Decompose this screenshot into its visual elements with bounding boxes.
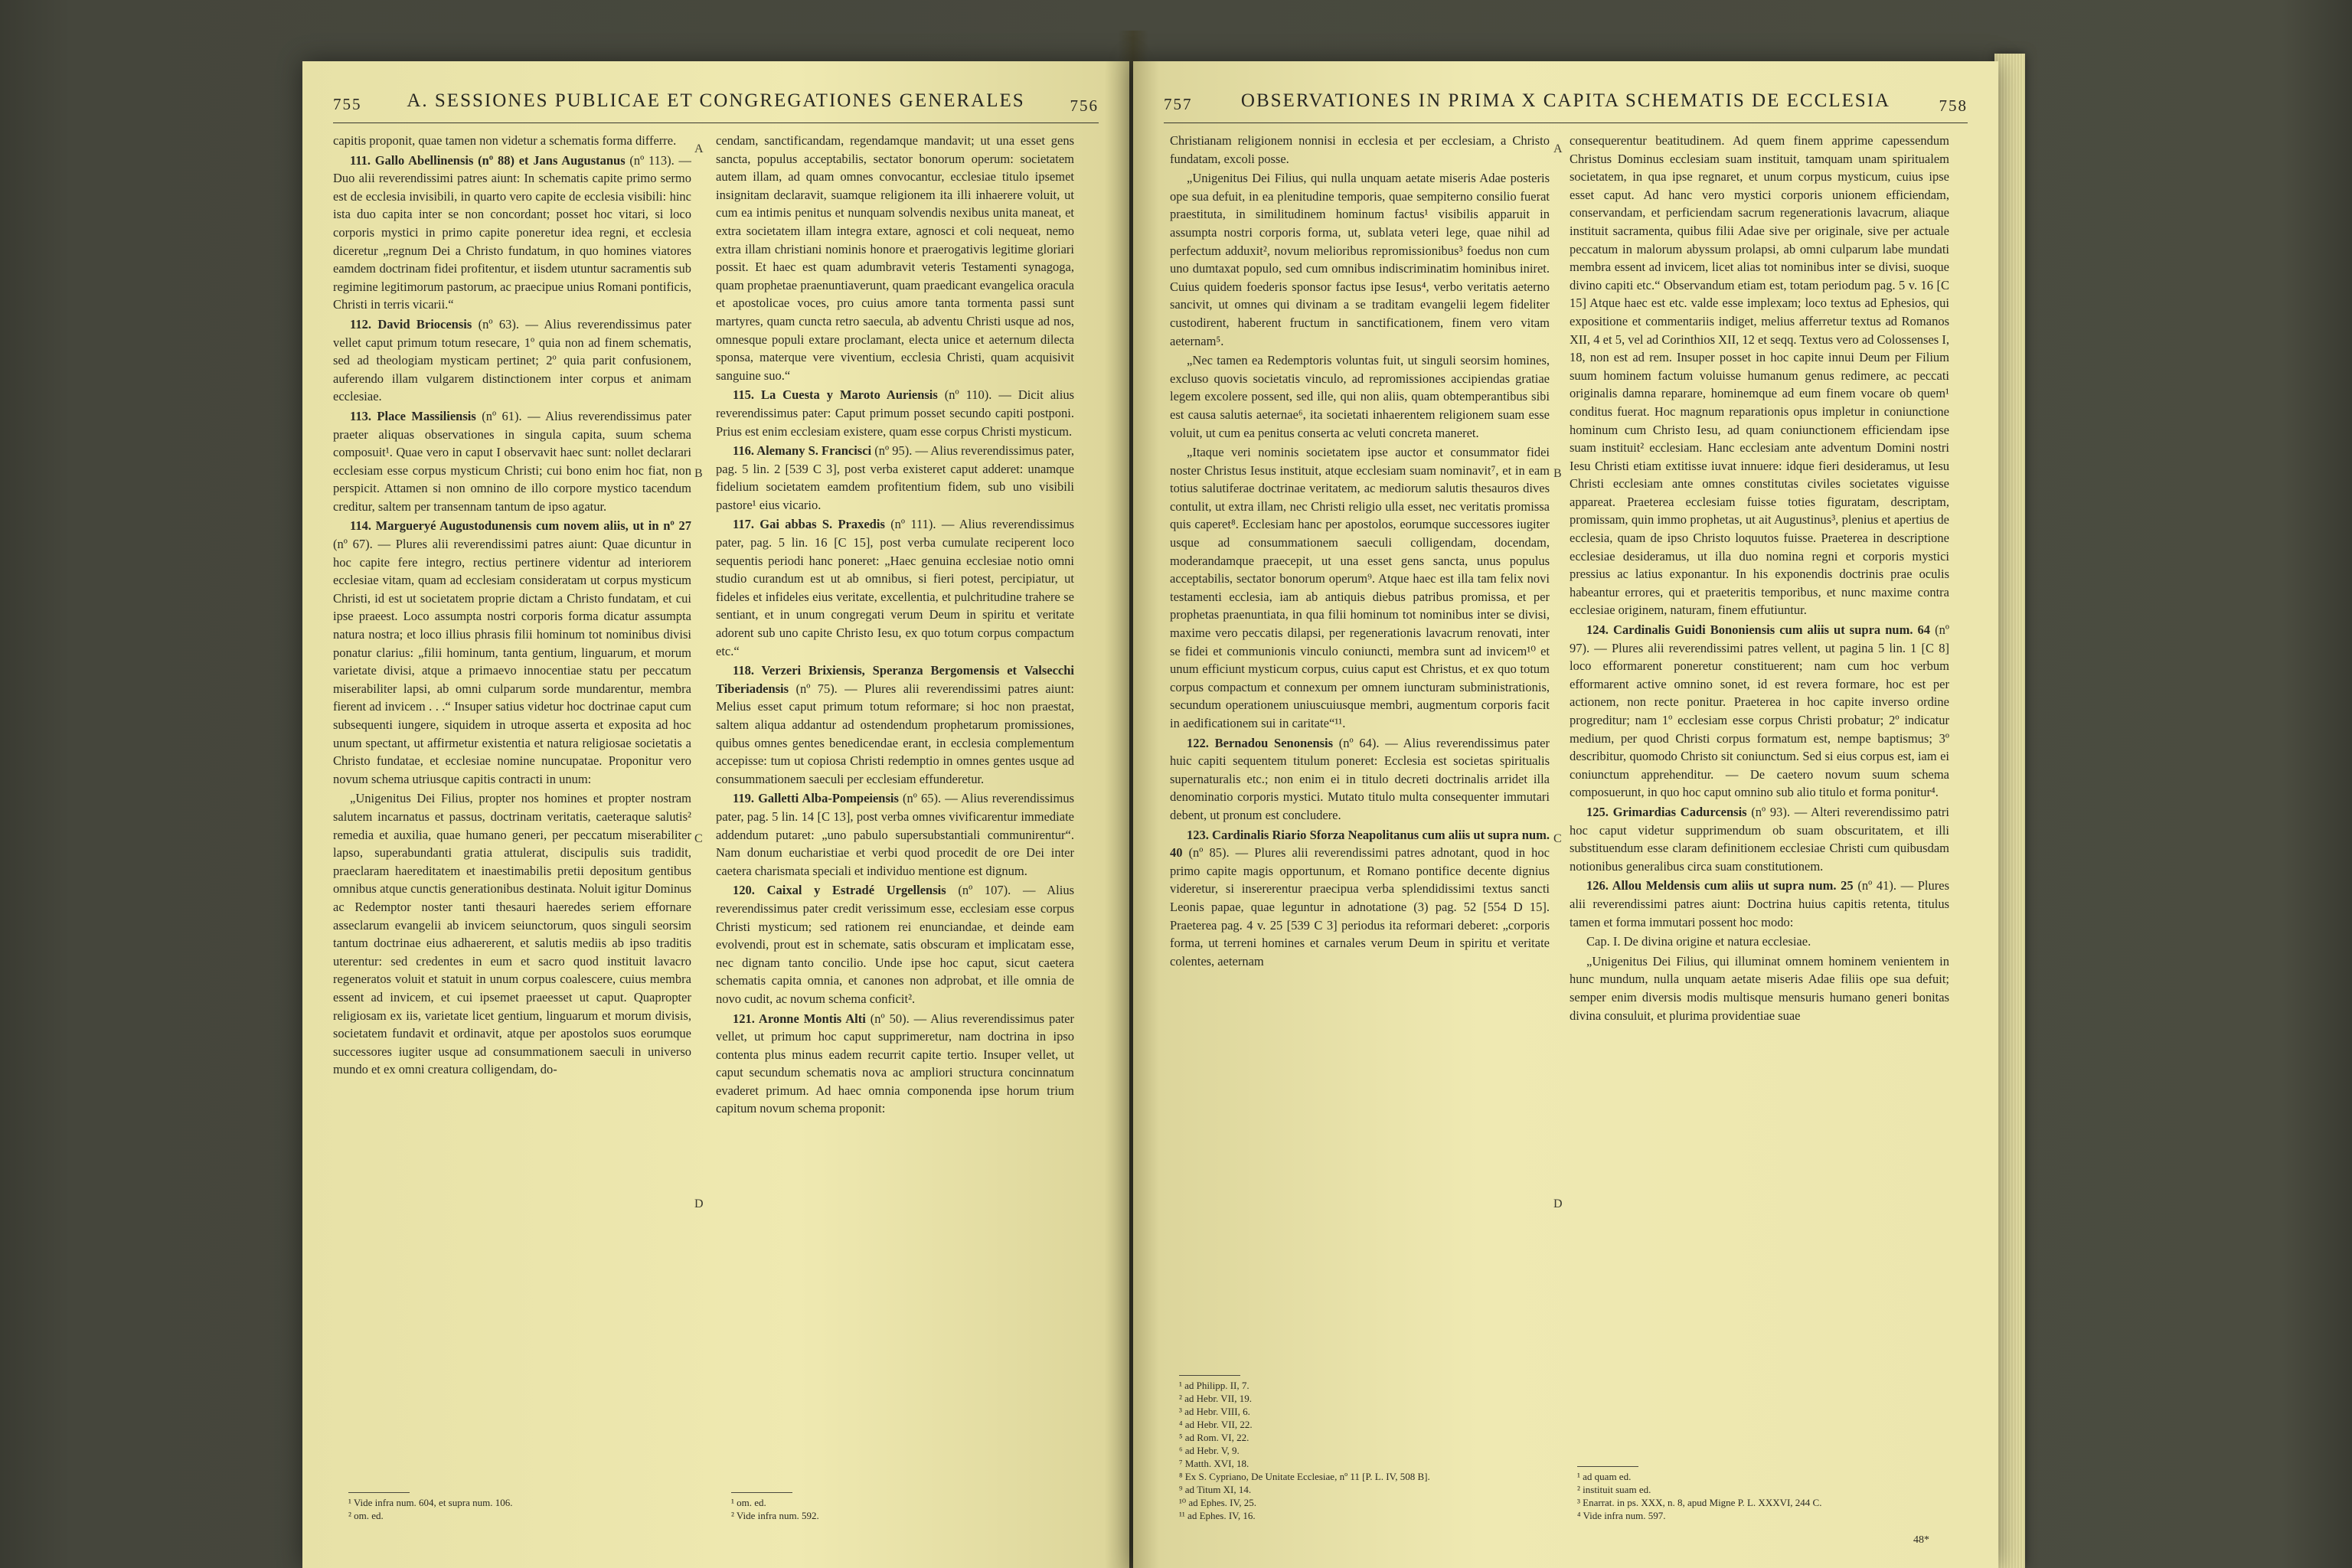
footnote: ² om. ed. [348,1510,384,1521]
entry-text: (nº 41). — Plures alii reverendissimi patres aiunt: Doctrina huius capitis retenta, titulus tamen et forma immutari possent hoc modo: [1570,878,1949,929]
entry-text: consequerentur beatitudinem. Ad quem finem apprime capessendum Christus Dominus ecclesiam suam instituit, tamquam unam spiritualem societatem, in qua ipse regnaret, et unum corpus mysticum, cuius ipse esset caput. Ad hanc vero mystici corporis unionem efficiendam, conservandam, et perficiendam sacrum regenerationis lavacrum, aliaque instituit sacramenta, quibus filii Adae sive per originale, sive per actuale peccatum in malorum abyssum prolapsi, ab omni culparum labe mundati membra essent ad invicem, licet alias tot nominibus inter se divisi, suoque divino capiti etc.“ Observandum etiam est, totam periodum pag. 5 v. 16 [C 15] Atque haec est etc. valde esse implexam; loco textus ad Ephesios, qui expositione et commentariis indiget, melius afferretur textus ad Romanos XII, 4 et 5, vel ad Corinthios XII, 12 et seqq. Textus vero ad Colossenses I, 18, non est ad rem. Insuper posset in hoc capite innui Deum per Filium suum hominem factum voluisse humanum genus redimere, ac peccati originalis damna reparare, hominemque ad eum finem vocare ob quem¹ conditus fuerat. Hoc magnum reparationis opus impletur in coniunctione hominum cum Christo Iesu, ad quam coniunctionem efficiendam ipse suam instituit² ecclesiam. Hanc ecclesiam ante adventum Domini nostri Iesu Christi etiam extitisse iuvat innuere: idque fieri desideramus, ut Iesu Christi ecclesiam ante omnes constitutas civiles societates viguisse appareat. Praeterea ecclesiam fuisse toties figuratam, descriptam, promissam, quin immo prophetas, ut ait Augustinus³, plenius et apertius de ecclesia, quam de ipso Christo loquutos fuisse. Praeterea in descriptione ecclesiae desideramus, ut illa duo nomina regni et corporis mystici pressius ac latius exponantur. In his exponendis doctrinis prae oculis habeantur errores, qui et praeteritis temporibus, et nunc maxime contra ecclesiae originem, naturam, finem effutiuntur. [1570,133,1949,618]
margin-marker: A [694,142,704,155]
entry-text: cendam, sanctificandam, regendamque mandavit; ut una esset gens sancta, populus acceptabilis, sectator bonorum operum: societatem autem illam, ad quam omnes convocantur, ecclesiae titulo ipsemet insignitam declaravit, suamque religionem ita illi inhaerere voluit, ut cum ea intimis penitus et nunquam solvendis nexibus unita maneat, et extra societatem illam integra extare, agnosci et coli nequeat, nemo extra illam christiani nominis honore et praerogativis legitime gloriari possit. Et haec est quam adumbravit veteris Testamenti synagoga, quam prophetae praenuntiaverunt, quam praedicant evangelica oracula et apostolicae voces, pro cuius amore tanta tormenta passi sunt martyres, quam cuncta retro saecula, ab adventu Christi usque ad nos, omnesque populi extare proclamant, electa unice et aeternum dilecta sponsa, materque vere viventium, ecclesia Christi, quam acquisivit sanguine suo.“ [716,133,1074,383]
footnotes [348,1492,685,1522]
entry-text: (nº 64). — Alius reverendissimus pater huic capiti sequentem titulum poneret: Ecclesia est societas spiritualis supernaturalis etc.; non enim ei in titulo decreti doctrinalis arridet illa denominatio corporis mystici. Mutato titulo multa consequenter immutari debent, ut pronum est concludere. [1170,735,1550,822]
entry-text: (nº 97). — Plures alii reverendissimi patres vellent, ut pagina 5 lin. 1 [C 8] loco efformarent poneretur constituerent; nam cum hoc verbum efformarent active omnino sonet, id est revera formare, hoc est per actionem, non recte ponitur. Praeterea in hoc capite inverso ordine progreditur; nam 1º ecclesiam esse corpus Christi probatur; 2º indicatur medium, per quod Christi corpus formatum est, nempe baptismus; 3º describitur, quomodo Christo sit coniunctum. Sed si eius corpus est, iam ei coniunctum apprehenditur. — De caetero novum suum schema composuerunt, in quo hoc caput omnino sub alio titulo et forma ponitur⁴. [1570,622,1949,800]
observation-entry [716,442,1074,514]
entry-text: (nº 113). — Duo alii reverendissimi patres aiunt: In schematis capite primo sermo est de ecclesia invisibili, in quarto vero capite de ecclesia visibili: hinc ista duo capita inter se non concordant; posset hoc vitari, si loco corporis mystici in primo capite poneretur idea regni, et ecclesia diceretur „regnum Dei a Christo fundatum, in quo homines viatores eamdem doctrinam fidei profitentur, et iisdem utuntur sacramentis sub regimine legitimorum pastorum, ac praecipue unius Romani pontificis, Christi in terris vicarii.“ [333,152,691,312]
footnote: ³ ad Hebr. VIII, 6. [1179,1406,1250,1417]
observation-entry [333,407,691,516]
observation-entry [1570,877,1949,931]
footnote: ⁴ Vide infra num. 597. [1577,1510,1666,1521]
entry-text: (nº 85). — Plures alii reverendissimi patres adnotant, quod in hoc primo capite magis opportunum, et Romano pontifice decente dignius videretur, si insererentur praecipua verba splendidissimi textus sancti Leonis papae, quae leguntur in adnotatione (3) pag. 52 [554 D 15]. Praeterea pag. 4 v. 25 [539 C 3] periodus ita reformari deberet: „corporis forma, ut terreni homines et carnales verum Deum in spiritu et veritate colentes, aeternam [1170,845,1550,969]
entry-heading: 123. Cardinalis Riario Sforza Neapolitanus cum aliis ut supra num. 40 [1170,827,1550,861]
paragraph [1570,952,1949,1024]
entry-heading: 113. Place Massiliensis [350,408,476,423]
running-header [1164,90,1968,121]
entry-text: Cap. I. De divina origine et natura ecclesiae. [1586,934,1811,949]
observation-entry [1170,734,1550,825]
observation-entry [1570,803,1949,875]
footnote: ³ Enarrat. in ps. XXX, n. 8, apud Migne P. L. XXXVI, 244 C. [1577,1497,1822,1508]
footnotes [1577,1466,1937,1522]
entry-text: „Unigenitus Dei Filius, propter nos homines et propter nostram salutem incarnatus et passus, doctrinam veritatis, caeteraque salutis² remedia et auxilia, quae humano generi, per peccatum miserabiliter lapso, superabundanti gratia attulerat, discipulis suis tradidit, praeclaram haereditatem et inaestimabilis pretii depositum gentibus omnibus atque cunctis generationibus destinata. Noluit igitur Dominus ac Redemptor noster tanti thesauri haeredes seriem effornare asseclarum evangelii ab invicem seiunctorum, quos singuli seorsim tantum doctrinae eius adhaererent, et salutis mediis ab ipso traditis uterentur: sed credentes in eum et sacro quod instituit lavacro regeneratos voluit et statuit in unum corpus coalescere, cuius membra essent ad invicem, et cui ipsemet praeesset ut caput. Quapropter religiosam ex iis, varietate licet gentium, linguarum et morum divisis, societatem fundavit et ordinavit, atque per apostolos suos eorumque successores iugiter usque ad consummationem saeculi in universo mundo et ex omni creatura colligendam, do- [333,791,691,1077]
entry-heading: 115. La Cuesta y Maroto Auriensis [733,387,938,403]
text-column [333,132,691,1502]
page-number: 757 [1164,95,1193,113]
footnote: ¹ ad Philipp. II, 7. [1179,1380,1250,1391]
entry-text: (nº 107). — Alius reverendissimus pater credit verissimum esse, ecclesiam esse corpus Christi mysticum; sed rationem rei enunciandae, et deinde eam evolvendi, prout est in schemate, satis obscuram et implicatam esse, nec dignam tanto concilio. Unde ipse hoc caput, sicut caetera schematis capita omnia, et canones non adprobat, et ille omnia de novo cudit, ac novum schema conficit². [716,883,1074,1006]
signature-mark: 48* [1913,1534,1929,1546]
left-page [302,61,1129,1568]
margin-marker: A [1553,142,1563,155]
entry-heading: 121. Aronne Montis Alti [733,1011,866,1026]
entry-text: (nº 50). — Alius reverendissimus pater vellet, ut primum hoc caput supprimeretur, nam doctrina in ipso contenta plus minus eadem recurrit capite tertio. Insuper vellet, ut caput secundum schematis nova ac ampliori structura concinnatum evaderet primum. Ad haec omnia componenda ipse horum trium capitum novum schema proponit: [716,1011,1074,1116]
entry-heading: 122. Bernadou Senonensis [1187,735,1334,750]
observation-entry [1570,621,1949,802]
footnote: ¹ Vide infra num. 604, et supra num. 106. [348,1497,513,1508]
entry-heading: 112. David Briocensis [350,316,472,332]
paragraph [1170,132,1550,168]
margin-marker: B [1553,467,1562,480]
paragraph [1570,132,1949,619]
footnote: ⁶ ad Hebr. V, 9. [1179,1445,1240,1456]
page-edges [1994,54,2025,1568]
footnote: ⁴ ad Hebr. VII, 22. [1179,1419,1253,1430]
footnote: ⁹ ad Titum XI, 14. [1179,1484,1252,1495]
entry-heading: 118. Verzeri Brixiensis, Speranza Bergomensis et Valsecchi Tiberiadensis [716,663,1074,696]
entry-text: (nº 110). — Dicit alius reverendissimus pater: Caput primum posset secundo capiti postponi. Prius est enim ecclesiam existere, quam esse corpus Christi mysticum. [716,387,1074,439]
entry-heading: 114. Margueryé Augustodunensis cum novem aliis, ut in nº 27 [350,518,691,534]
margin-marker: D [1553,1197,1563,1210]
footnote: ¹⁰ ad Ephes. IV, 25. [1179,1497,1256,1508]
observation-entry [716,662,1074,788]
entry-text: (nº 75). — Plures alii reverendissimi patres aiunt: Melius esset caput primum totum reformare; si hoc non praestat, saltem aliqua addantur ad ostendendum prophetarum promissiones, quibus omnes gentes benedicendae erant, in ecclesia complementum accepisse: tum ut copiosa Christi redemptio in omnes gentes usque ad consummationem saeculi per ecclesiam effunderetur. [716,681,1074,786]
margin-marker: C [694,832,703,845]
entry-text: „Nec tamen ea Redemptoris voluntas fuit, ut singuli seorsim homines, excluso quovis societatis vinculo, ad repromissiones accipiendas gratiae legem excolere possent, sed ille, qui non aliis, quam obtemperantibus sibi est causa salutis aeternae⁶, ita societati inhaerentem religionem suam esse voluit, ut cum ea penitus conserta ac veluti concreta maneret. [1170,353,1550,440]
page-number: 758 [1939,96,1968,115]
observation-entry [333,517,691,788]
paragraph [1170,169,1550,350]
footnote: ¹ om. ed. [731,1497,766,1508]
running-title: OBSERVATIONES IN PRIMA X CAPITA SCHEMATIS DE ECCLESIA [1240,90,1891,111]
observation-entry [333,315,691,406]
entry-text: (nº 95). — Alius reverendissimus pater, pag. 5 lin. 2 [539 C 3], post verba existeret caput adderet: unamque fidelium societatem eamdem profitentium fidem, sub uno visibili pastore¹ eius vicario. [716,443,1074,512]
footnote: ² Vide infra num. 592. [731,1510,819,1521]
footnote-rule [348,1492,410,1493]
right-page [1133,61,1998,1568]
page-number: 755 [333,95,362,113]
entry-heading: 124. Cardinalis Guidi Bononiensis cum aliis ut supra num. 64 [1586,622,1931,638]
footnote: ⁸ Ex S. Cypriano, De Unitate Ecclesiae, nº 11 [P. L. IV, 508 B]. [1179,1471,1430,1482]
entry-heading: 117. Gai abbas S. Praxedis [733,517,885,532]
entry-text: Christianam religionem nonnisi in ecclesia et per ecclesiam, a Christo fundatam, excoli posse. [1170,133,1550,166]
footnote-rule [1179,1375,1240,1376]
entry-heading: 126. Allou Meldensis cum aliis ut supra num. 25 [1586,878,1854,893]
observation-entry [716,881,1074,1008]
entry-heading: 119. Galletti Alba-Pompeiensis [733,791,899,806]
footnote: ¹¹ ad Ephes. IV, 16. [1179,1510,1256,1521]
entry-text: (nº 65). — Alius reverendissimus pater, pag. 5 lin. 14 [C 13], post verba omnes vivificarentur immediate addendum putaret: „uno pabulo supersubstantiali communirentur“. Nam donum eucharistiae et verbi quod procedit de ore Dei inter caetera charismata speciali et individuo mentione est dignum. [716,791,1074,878]
header-rule [1164,122,1968,123]
entry-text: „Unigenitus Dei Filius, qui illuminat omnem hominem venientem in hunc mundum, nulla unquam aetate miseris Adae filiis ope sua defuit; semper enim diversis modis multisque mensuris humano generi bonitas divina consuluit, et plurima providentiae suae [1570,953,1949,1023]
observation-entry [716,1010,1074,1119]
footnote: ¹ ad quam ed. [1577,1471,1632,1482]
paragraph [1570,933,1949,951]
footnotes [1179,1375,1539,1522]
footnote-rule [1577,1466,1638,1467]
text-column [1570,132,1949,1502]
entry-text: „Unigenitus Dei Filius, qui nulla unquam aetate miseris Adae posteris ope sua defuit, in ea plenitudine temporis, quae sempiterno consilio fuerat praestituta, in similitudinem hominum factus¹ visibilis apparuit in assumpta nostri corporis forma, ut, sublata veteri lege, quae nihil ad perfectum adduxit², novum melioribus repromissionibus³ foedus non cum uno dumtaxat populo, sed cum omnibus indiscriminatim hominibus iniret. Cuius quidem foederis sponsor factus ipse Iesus⁴, verbo veritatis aeterno sancivit, ut omnes qui divinam a se traditam evangelii legem fideliter custodirent, haberent fructum in sanctificationem, finem vero vitam aeternam⁵. [1170,171,1550,348]
page-number: 756 [1070,96,1099,115]
footnote-rule [731,1492,792,1493]
entry-text: (nº 63). — Alius reverendissimus pater vellet caput primum totum resecare, 1º quia non ad finem schematis, sed ad theologiam mysticam pertinet; 2º quia parit confusionem, auferendo illam vulgarem distinctionem inter corpus et animam ecclesiae. [333,316,691,404]
observation-entry [1170,826,1550,971]
observation-entry [716,515,1074,660]
entry-text: (nº 67). — Plures alii reverendissimi patres aiunt: Quae dicuntur in hoc capite fere integro, rectius pertinere videntur ad interiorem ecclesiae vitam, quam ad ecclesiam consideratam ut corpus mysticum Christi, id est ut societatem proprie dictam a Christo fundatam, et cui ipse praeest. Loco assumpta nostri corporis forma dicatur assumpta natura nostra; et loco illius phrasis filii hominum tot nominibus divisi ponatur clarius: „filii hominum, tanta gentium, linguarum, et morum varietate divisi, atque a primaevo innocentiae statu per peccatum miserabiliter lapsi, ab omni culparum sorde mundarentur, membra fierent ad invicem . . .“ Insuper satius videtur hoc doctrinae caput cum subsequenti iungere, siquidem in utroque asserta et exposita ad hoc unum spectant, ut affirmetur existentia et natura religiosae societatis a Christo fundatae, et ecclesiae nomine nuncupatae. Proponitur vero novum schema utriusque capitis contracti in unum: [333,537,691,786]
paragraph [1170,443,1550,733]
footnote: ² instituit suam ed. [1577,1484,1651,1495]
observation-entry [333,152,691,314]
header-rule [333,122,1099,123]
entry-text: „Itaque veri nominis societatem ipse auctor et consummator fidei noster Christus Iesus instituit, atque ecclesiam suam nominavit⁷, et in eam totius salutiferae doctrinae veritatem, ac mediorum salutis thesauros dives contulit, ut extra illam, nec Christi religio ulla esset, nec veritatis promissa quis caperet⁸. Ecclesiam hanc per apostolos, eorumque successores iugiter usque ad consummationem saeculi colligendam, docendam, moderandamque praecepit, ut una esset gens sancta, unus populus acceptabilis, sectator bonorum operum⁹. Atque haec est illa tam felix novi testamenti ecclesia, iam ab antiquis diebus patribus promissa, et per prophetas praenuntiata, in qua filii hominum tot nominibus inter se divisi, maxime vero peccatis dilapsi, per regenerationis lavacrum renovati, inter se fidei et communionis vinculo coniuncti, membra sunt ad invicem¹⁰ et unum efficiunt mysticum corpus, cuius caput est Christus, et ex quo totum corpus compactum et connexum per omnem iuncturam subministrationis, secundum operationem uniuscuiusque membri, augmentum corporis facit in aedificationem sui in caritate“¹¹. [1170,445,1550,730]
entry-text: (nº 93). — Alteri reverendissimo patri hoc caput videtur supprimendum ob suam obscuritatem, et illi substituendum esse claram definitionem ecclesiae Christi cum quibusdam notionibus generalibus circa suam constitutionem. [1570,804,1949,874]
observation-entry [716,789,1074,880]
entry-heading: 120. Caixal y Estradé Urgellensis [733,883,946,898]
entry-heading: 125. Grimardias Cadurcensis [1586,804,1747,819]
footnote: ² ad Hebr. VII, 19. [1179,1393,1252,1404]
running-title: A. SESSIONES PUBLICAE ET CONGREGATIONES GENERALES [407,90,1025,111]
paragraph [716,132,1074,384]
paragraph [333,789,691,1079]
footnotes [731,1492,1068,1522]
text-column [716,132,1074,1502]
margin-marker: B [694,467,703,480]
entry-heading: 111. Gallo Abellinensis (nº 88) et Jans Augustanus [350,152,626,168]
observation-entry [716,386,1074,440]
paragraph [333,132,691,150]
margin-marker: D [694,1197,704,1210]
footnote: ⁵ ad Rom. VI, 22. [1179,1432,1250,1443]
footnote: ⁷ Matth. XVI, 18. [1179,1458,1250,1469]
margin-marker: C [1553,832,1562,845]
entry-text: (nº 111). — Alius reverendissimus pater, pag. 5 lin. 16 [C 15], post verba cumulate reciperent loco sequentis periodi hanc poneret: „Haec genuina ecclesiae notio omni studio curandum est ut ab omnibus, si fieri potest, percipiatur, ut fideles et infideles eius veritate, excellentia, et pulchritudine trahere se sentiant, et in unum congregati verum Deum in spiritu et veritate adorent sub uno capite Christo Iesu, ex quo totum corpus compactum etc.“ [716,517,1074,658]
running-header [333,90,1099,121]
entry-text: (nº 61). — Alius reverendissimus pater praeter aliquas observationes in singula capita, suum schema composuit¹. Quae vero in caput I observavit haec sunt: nollet declarari ecclesiam esse corpus mysticum Christi; cui bono enim hoc fiat, non perspicit. Attamen si non omnino de illo corpore mystico tacendum creditur, saltem per transennam tantum de ipso agatur. [333,408,691,514]
paragraph [1170,351,1550,442]
text-column [1170,132,1550,1502]
entry-heading: 116. Alemany S. Francisci [733,443,872,459]
entry-text: capitis proponit, quae tamen non videtur a schematis forma differre. [333,133,677,148]
